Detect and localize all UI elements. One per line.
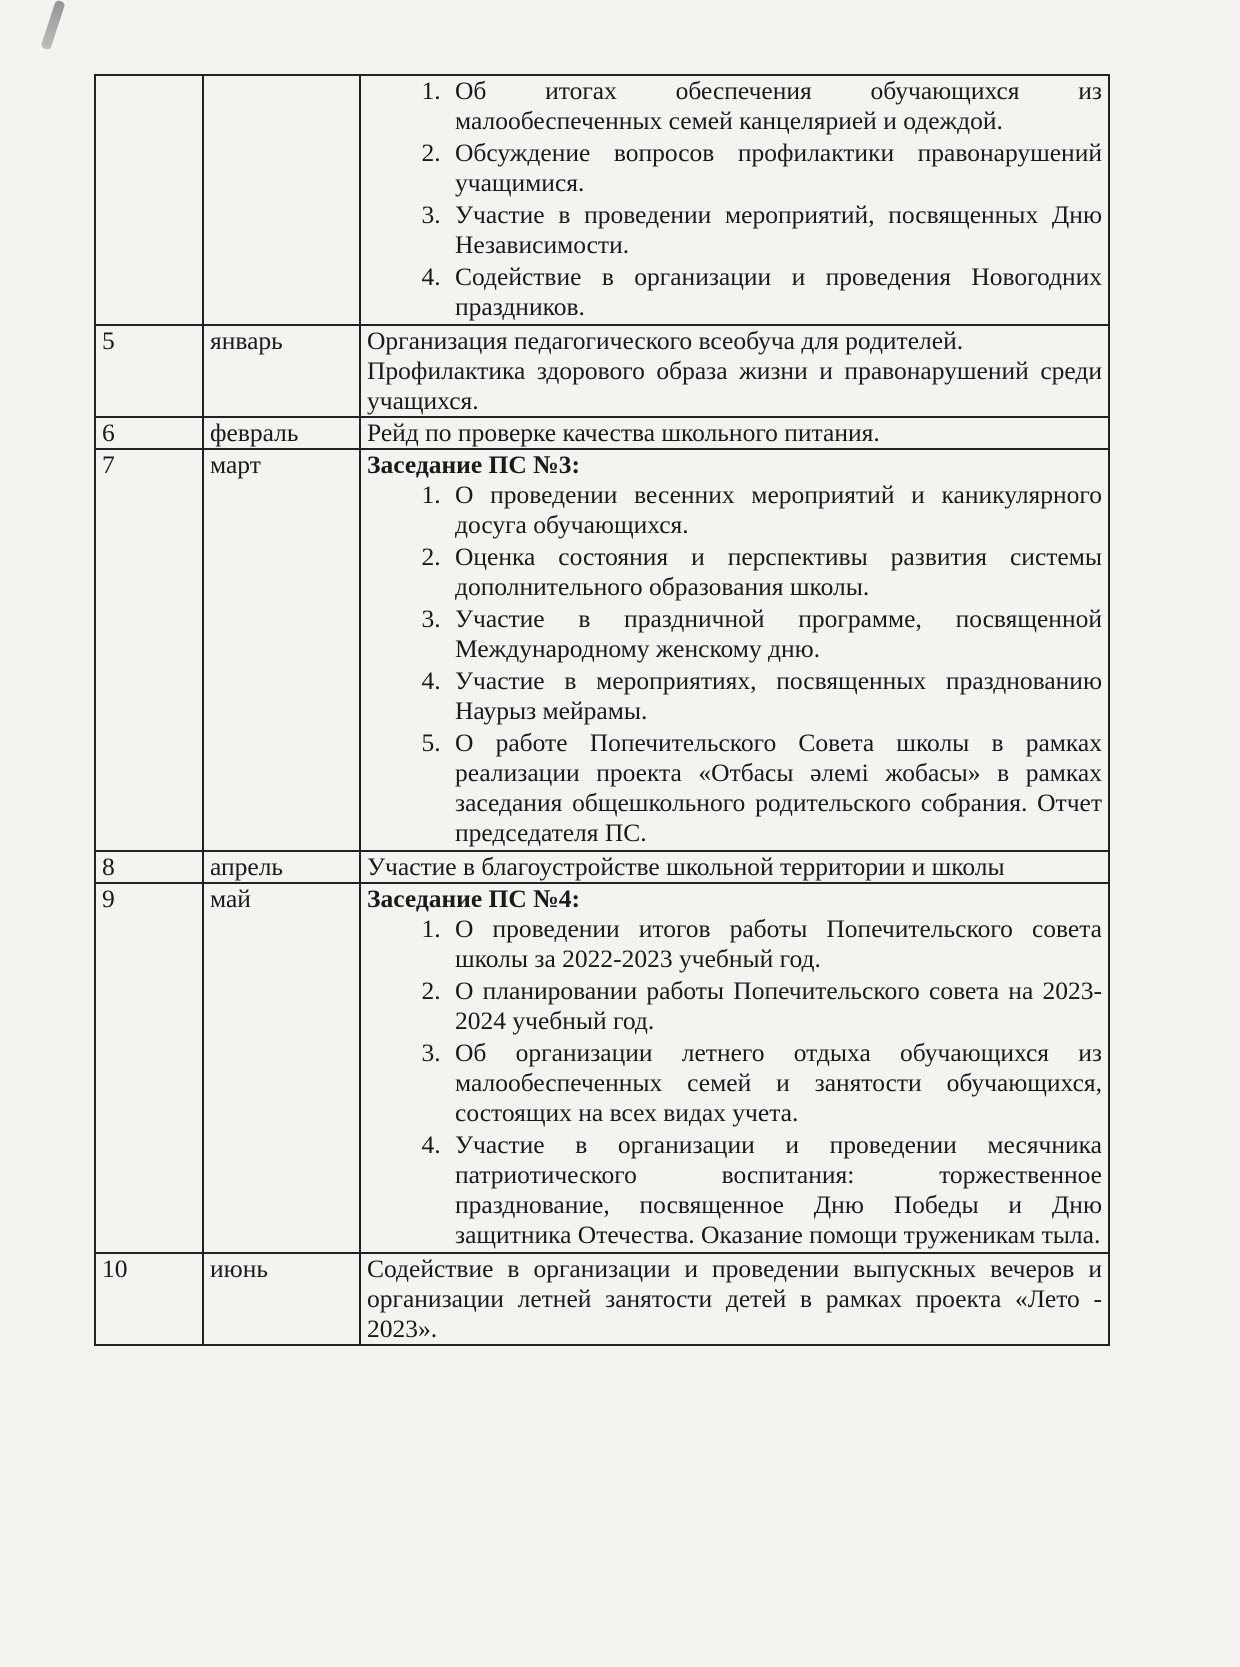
row-month: май [203, 883, 360, 1253]
agenda-list [367, 480, 1102, 848]
table-row [95, 325, 1109, 417]
row-content [360, 449, 1109, 851]
list-item: 4. Участие в организации и проведении месячника патриотического воспитания: торжественное празднование, посвященное Дню Победы и Дню защитника Отечества. Оказание помощи труженикам тыла. [447, 1130, 1102, 1250]
list-item: 1. Об итогах обеспечения обучающихся из малообеспеченных семей канцелярией и одеждой. [447, 76, 1102, 136]
content-line: Содействие в организации и проведении выпускных вечеров и организации летней занятости детей в рамках проекта «Лето - 2023». [367, 1254, 1102, 1343]
meeting-heading: Заседание ПС №4: [367, 884, 581, 913]
plan-table [94, 74, 1110, 1346]
table-row [95, 883, 1109, 1253]
row-number: 9 [95, 883, 203, 1253]
table-row [95, 449, 1109, 851]
row-number: 10 [95, 1253, 203, 1345]
list-item: 1. О проведении итогов работы Попечительского совета школы за 2022-2023 учебный год. [447, 914, 1102, 974]
row-number [95, 75, 203, 325]
list-item: 1. О проведении весенних мероприятий и каникулярного досуга обучающихся. [447, 480, 1102, 540]
list-item: 2. О планировании работы Попечительского совета на 2023-2024 учебный год. [447, 976, 1102, 1036]
row-month: февраль [203, 417, 360, 449]
list-item: 2. Оценка состояния и перспективы развития системы дополнительного образования школы. [447, 542, 1102, 602]
agenda-list [367, 914, 1102, 1250]
table-row [95, 851, 1109, 883]
row-content [360, 851, 1109, 883]
table-row [95, 417, 1109, 449]
row-number: 5 [95, 325, 203, 417]
list-item: 3. Участие в праздничной программе, посвященной Международному женскому дню. [447, 604, 1102, 664]
row-month [203, 75, 360, 325]
pen-mark [41, 0, 66, 50]
row-content [360, 883, 1109, 1253]
content-line: Участие в благоустройстве школьной территории и школы [367, 852, 1005, 881]
content-line: Профилактика здорового образа жизни и правонарушений среди учащихся. [367, 356, 1102, 415]
agenda-list [367, 76, 1102, 322]
list-item: 3. Об организации летнего отдыха обучающихся из малообеспеченных семей и занятости обучающихся, состоящих на всех видах учета. [447, 1038, 1102, 1128]
list-item: 5. О работе Попечительского Совета школы в рамках реализации проекта «Отбасы әлемі жобасы» в рамках заседания общешкольного родительского собрания. Отчет председателя ПС. [447, 728, 1102, 848]
row-month: январь [203, 325, 360, 417]
table-row [95, 1253, 1109, 1345]
row-content [360, 417, 1109, 449]
row-number: 7 [95, 449, 203, 851]
row-number: 8 [95, 851, 203, 883]
row-month: июнь [203, 1253, 360, 1345]
list-item: 2. Обсуждение вопросов профилактики правонарушений учащимися. [447, 138, 1102, 198]
meeting-heading: Заседание ПС №3: [367, 450, 581, 479]
row-month: апрель [203, 851, 360, 883]
row-content [360, 75, 1109, 325]
content-line: Рейд по проверке качества школьного питания. [367, 418, 880, 447]
row-number: 6 [95, 417, 203, 449]
list-item: 4. Содействие в организации и проведения Новогодних праздников. [447, 262, 1102, 322]
list-item: 3. Участие в проведении мероприятий, посвященных Дню Независимости. [447, 200, 1102, 260]
list-item: 4. Участие в мероприятиях, посвященных празднованию Наурыз мейрамы. [447, 666, 1102, 726]
content-line: Организация педагогического всеобуча для родителей. [367, 326, 964, 355]
row-content [360, 325, 1109, 417]
row-content [360, 1253, 1109, 1345]
row-month: март [203, 449, 360, 851]
table-row [95, 75, 1109, 325]
